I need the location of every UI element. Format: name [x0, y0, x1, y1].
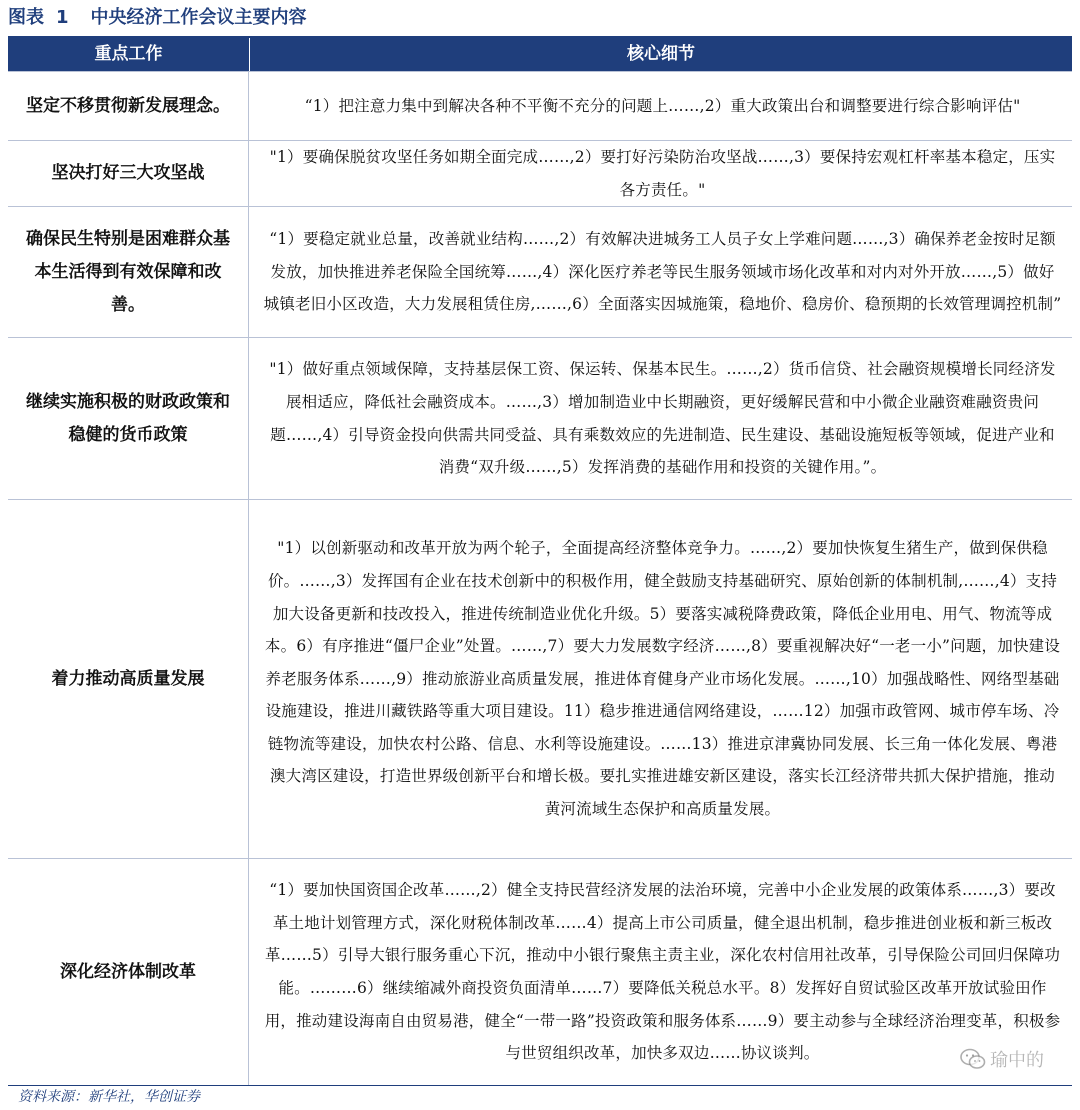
- header-core-details: 核心细节: [627, 44, 695, 64]
- watermark-text: 瑜中的: [990, 1050, 1044, 1071]
- table-row: [8, 858, 1072, 1085]
- wechat-icon: [960, 1048, 986, 1070]
- row-topic: 深化经济体制改革: [8, 859, 249, 1085]
- row-topic: 坚定不移贯彻新发展理念。: [8, 72, 249, 140]
- row-details: "1）做好重点领域保障，支持基层保工资、保运转、保基本民生。……,2）货币信贷、社会融资规模增长同经济发展相适应，降低社会融资成本。……,3）增加制造业中长期融资，更好缓解民营和中小微企业融资难融资贵问题……,4）引导资金投向供需共同受益、具有乘数效应的先进制造、民生建设、基础设施短板等领域，促进产业和消费“双升级……,5）发挥消费的基础作用和投资的关键作用。”。: [269, 360, 1056, 477]
- row-details: "1）以创新驱动和改革开放为两个轮子，全面提高经济整体竞争力。……,2）要加快恢复生猪生产，做到保供稳价。……,3）发挥国有企业在技术创新中的积极作用，健全鼓励支持基础研究、原始创新的体制机制,……,4）支持加大设备更新和技改投入，推进传统制造业优化升级。5）要落实减税降费政策，降低企业用电、用气、物流等成本。6）有序推进“僵尸企业”处置。……,7）要大力发展数字经济……,8）要重视解决好“一老一小”问题，加快建设养老服务体系……,9）推动旅游业高质量发展，推进体育健身产业市场化发展。……,10）加强战略性、网络型基础设施建设，推进川藏铁路等重大项目建设。11）稳步推进通信网络建设，……12）加强市政管网、城市停车场、冷链物流等建设，加快农村公路、信息、水利等设施建设。……13）推进京津冀协同发展、长三角一体化发展、粤港澳大湾区建设，打造世界级创新平台和增长极。要扎实推进雄安新区建设，落实长江经济带共抓大保护措施，推动黄河流域生态保护和高质量发展。: [264, 539, 1061, 819]
- table-row: [8, 71, 1072, 140]
- row-topic: 着力推动高质量发展: [8, 500, 249, 858]
- figure-caption: 中央经济工作会议主要内容: [90, 7, 307, 28]
- figure-title: [8, 5, 307, 31]
- figure-label: 图表: [8, 7, 44, 28]
- row-details: “1）要加快国资国企改革……,2）健全支持民营经济发展的法治环境，完善中小企业发展的政策体系……,3）要改革土地计划管理方式，深化财税体制改革……4）提高上市公司质量，健全退出机制，稳步推进创业板和新三板改革……5）引导大银行服务重心下沉，推动中小银行聚焦主责主业，深化农村信用社改革，引导保险公司回归保障功能。………6）继续缩减外商投资负面清单……7）要降低关税总水平。8）发挥好自贸试验区改革开放试验田作用，推动建设海南自由贸易港，健全“一带一路”投资政策和服务体系……9）要主动参与全球经济治理变革，积极参与世贸组织改革，加快多双边……协议谈判。: [264, 881, 1061, 1063]
- policy-table: [8, 36, 1072, 1086]
- row-details: "1）要确保脱贫攻坚任务如期全面完成……,2）要打好污染防治攻坚战……,3）要保持宏观杠杆率基本稳定，压实各方责任。": [269, 147, 1056, 199]
- table-row: [8, 206, 1072, 337]
- row-topic: 确保民生特别是困难群众基本生活得到有效保障和改善。: [8, 207, 249, 337]
- row-topic: 坚决打好三大攻坚战: [8, 141, 249, 206]
- row-details: “1）要稳定就业总量，改善就业结构……,2）有效解决进城务工人员子女上学难问题……,3）确保养老金按时足额发放，加快推进养老保险全国统筹……,4）深化医疗养老等民生服务领域市场化改革和对内对外开放……,5）做好城镇老旧小区改造，大力发展租赁住房,……,6）全面落实因城施策，稳地价、稳房价、稳预期的长效管理调控机制”: [263, 230, 1062, 314]
- table-row: [8, 499, 1072, 858]
- header-key-work: 重点工作: [8, 38, 250, 71]
- table-row: [8, 140, 1072, 206]
- watermark: [960, 1046, 1044, 1072]
- source-note: 资料来源：新华社，华创证券: [18, 1089, 200, 1105]
- row-details: “1）把注意力集中到解决各种不平衡不充分的问题上……,2）重大政策出台和调整要进行综合影响评估": [304, 96, 1021, 115]
- table-row: [8, 337, 1072, 499]
- table-header: [8, 38, 1072, 71]
- row-topic: 继续实施积极的财政政策和稳健的货币政策: [8, 338, 249, 499]
- figure-number: 1: [56, 7, 69, 28]
